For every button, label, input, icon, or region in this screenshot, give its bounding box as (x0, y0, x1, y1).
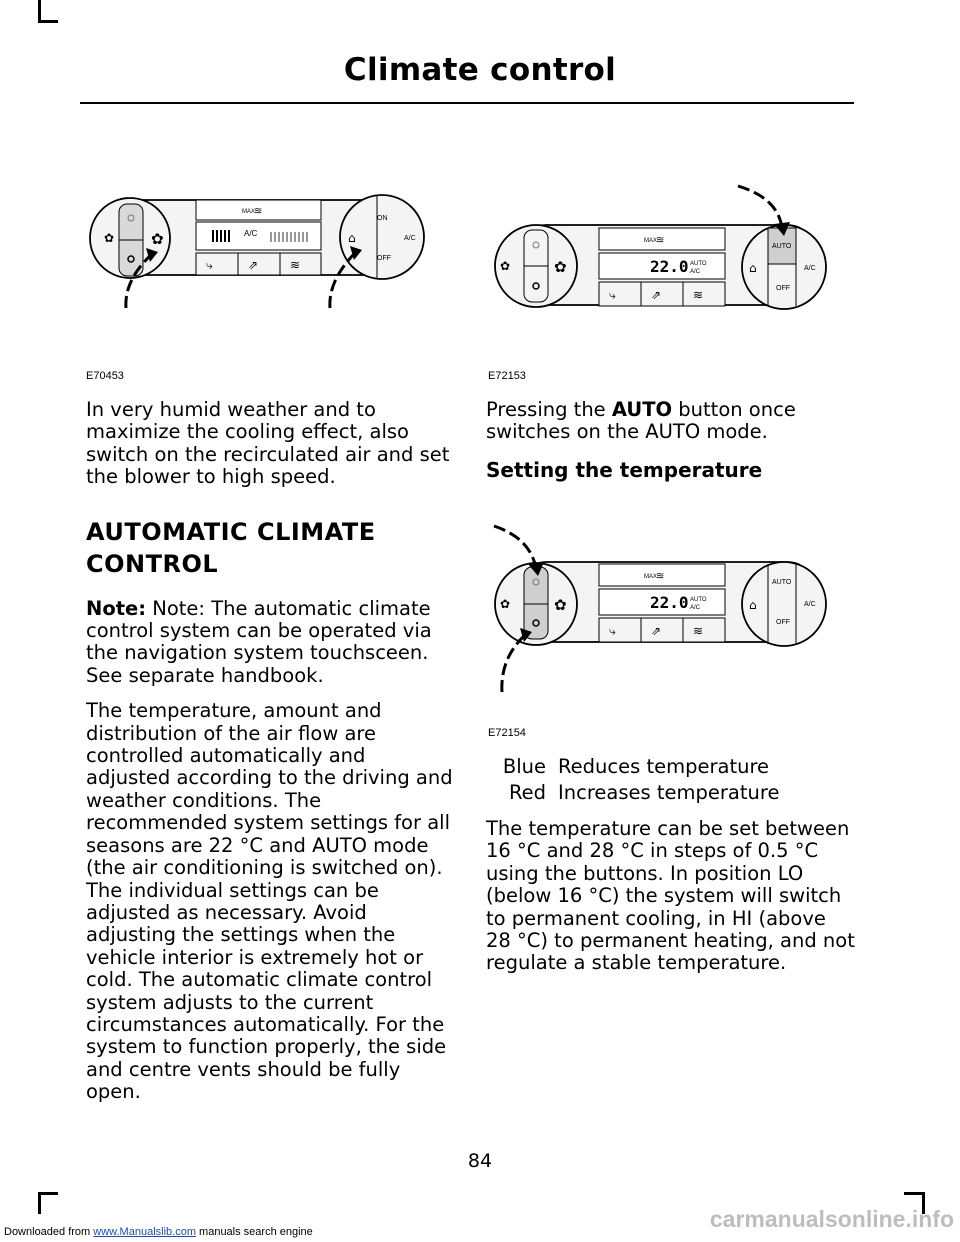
svg-text:⤷: ⤷ (206, 258, 213, 272)
svg-text:A/C: A/C (404, 235, 416, 242)
title-rule (80, 102, 854, 104)
temperature-range-paragraph: The temperature can be set between 16 °C and 28 °C in steps of 0.5 °C using the buttons. In position LO (below 16 °C) the system will switch to permanent cooling, in HI (above 28 °C) to permanent heating, and not regulate a stable temperature. (486, 817, 855, 975)
svg-text:⇗: ⇗ (651, 624, 662, 638)
svg-text:⌂: ⌂ (749, 598, 757, 612)
crop-mark-bottom-right-h (904, 1192, 924, 1195)
crop-mark-top-left-v (38, 0, 41, 22)
fig1-max-label: MAX (242, 209, 256, 215)
svg-text:A/C: A/C (244, 229, 258, 238)
svg-text:A/C: A/C (804, 601, 816, 608)
auto-post-text: button once switches on the AUTO mode. (486, 398, 796, 444)
footer-suffix: manuals search engine (195, 1226, 313, 1238)
svg-text:⌂: ⌂ (348, 231, 356, 245)
svg-text:AUTO: AUTO (772, 243, 792, 250)
svg-text:⇗: ⇗ (651, 288, 662, 302)
climate-panel-figure-2 (486, 180, 846, 320)
svg-text:AUTO: AUTO (690, 261, 707, 267)
climate-panel-figure-3 (486, 520, 846, 700)
crop-mark-bottom-left-h (38, 1192, 58, 1195)
legend-value: Reduces temperature (558, 755, 770, 778)
svg-text:≋: ≋ (693, 624, 704, 638)
auto-pre-text: Pressing the (486, 398, 612, 421)
page-title: Climate control (343, 52, 617, 88)
svg-text:✿: ✿ (554, 596, 567, 614)
note-label: Note: (86, 596, 147, 620)
svg-text:≋: ≋ (656, 571, 665, 582)
svg-text:≋: ≋ (254, 206, 263, 217)
setting-temperature-heading: Setting the temperature (486, 458, 763, 482)
svg-text:≋: ≋ (290, 258, 301, 272)
svg-text:AUTO: AUTO (690, 597, 707, 603)
svg-text:ON: ON (377, 215, 388, 222)
color-legend (486, 754, 856, 806)
svg-text:A/C: A/C (690, 605, 701, 611)
crop-mark-bottom-left-v (38, 1192, 41, 1214)
left-column (86, 399, 454, 1117)
temperature-distribution-paragraph: The temperature, amount and distribution of the air flow are controlled automatically and adjusted according to the driving and weather conditions. The recommended system settings for all seasons are 22 °C and AUTO mode (the air conditioning is switched on). The individual settings can be adjusted as necessary. Avoid adjusting the settings when the vehicle interior is extremely hot or cold. The automatic climate control system adjusts to the current circumstances automatically. For the system to function properly, the side and centre vents should be fully open. (86, 699, 453, 1104)
svg-text:⇗: ⇗ (248, 258, 259, 272)
svg-text:✿: ✿ (151, 230, 164, 248)
legend-key: Red (508, 781, 546, 804)
svg-text:⤷: ⤷ (609, 288, 616, 302)
svg-text:✿: ✿ (104, 231, 115, 245)
footer-prefix: Downloaded from (4, 1226, 94, 1238)
auto-bold-text: AUTO (611, 398, 673, 421)
svg-text:✿: ✿ (500, 259, 511, 273)
legend-row-red (486, 780, 856, 806)
svg-text:OFF: OFF (776, 619, 790, 626)
svg-text:≋: ≋ (656, 235, 665, 246)
automatic-climate-heading: AUTOMATIC CLIMATE CONTROL (86, 517, 376, 578)
svg-text:⤷: ⤷ (609, 624, 616, 638)
page-number: 84 (467, 1150, 493, 1172)
humid-weather-paragraph: In very humid weather and to maximize the cooling effect, also switch on the recirculated air and set the blower to high speed. (86, 398, 450, 489)
svg-text:MAX: MAX (644, 574, 658, 580)
svg-text:A/C: A/C (804, 265, 816, 272)
svg-text:✿: ✿ (500, 597, 511, 611)
note-paragraph (86, 598, 454, 688)
auto-mode-paragraph (486, 399, 856, 444)
svg-text:✿: ✿ (554, 258, 567, 276)
svg-text:AUTO: AUTO (772, 579, 792, 586)
legend-value: Increases temperature (558, 781, 780, 804)
svg-text:OFF: OFF (776, 285, 790, 292)
watermark: carmanualsonline.info (709, 1206, 954, 1232)
svg-text:MAX: MAX (644, 238, 658, 244)
climate-panel-figure-1 (84, 180, 444, 320)
svg-text:≋: ≋ (693, 288, 704, 302)
figure-label-2: E72153 (488, 370, 526, 382)
download-footer (4, 1226, 313, 1238)
svg-text:OFF: OFF (377, 255, 391, 262)
svg-text:⌂: ⌂ (749, 261, 757, 275)
svg-text:22.0: 22.0 (650, 257, 689, 276)
crop-mark-top-left-h (38, 20, 58, 23)
figure-label-1: E70453 (86, 370, 124, 382)
manualslib-link[interactable]: www.Manualslib.com (93, 1226, 196, 1238)
figure-label-3: E72154 (488, 727, 526, 739)
legend-row-blue (486, 754, 856, 780)
svg-text:22.0: 22.0 (650, 593, 689, 612)
note-text: Note: The automatic climate control system can be operated via the navigation system touchsceen. See separate handbook. (86, 596, 432, 687)
legend-key: Blue (502, 755, 546, 778)
svg-text:A/C: A/C (690, 269, 701, 275)
